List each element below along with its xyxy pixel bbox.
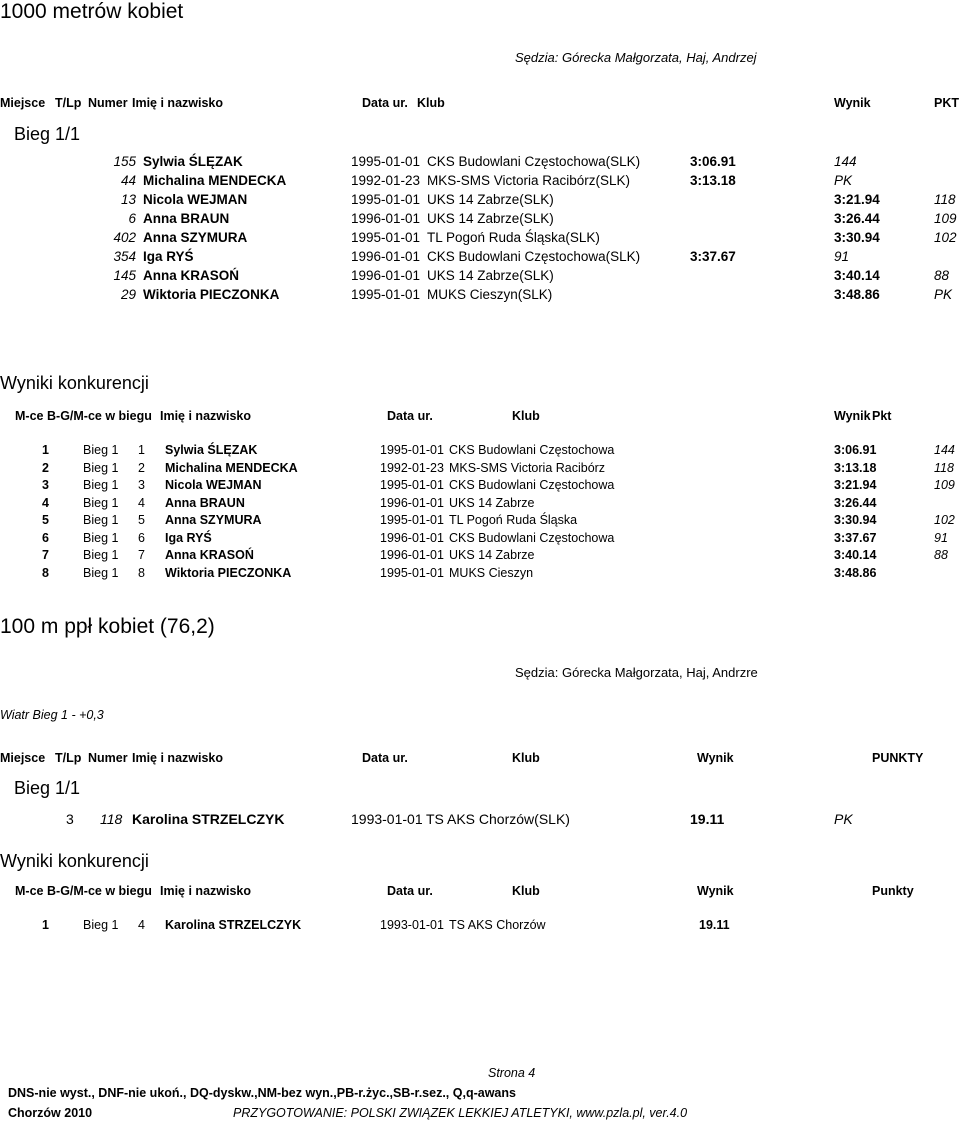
s2-header-club: Klub <box>512 751 540 765</box>
page-title: 1000 metrów kobiet <box>0 0 184 23</box>
wind-info: Wiatr Bieg 1 - +0,3 <box>0 708 104 722</box>
row-club: MUKS Cieszyn(SLK) <box>427 287 553 302</box>
comp-result: 19.11 <box>699 918 730 932</box>
comp-place: 1 <box>42 443 49 457</box>
section2-judge: Sędzia: Górecka Małgorzata, Haj, Andrzre <box>515 665 758 680</box>
row-name: Michalina MENDECKA <box>143 173 287 188</box>
s2-heat-title: Bieg 1/1 <box>14 778 81 798</box>
s2c-header-heat: B-G/M-ce w biegu <box>47 884 152 898</box>
row-result: 3:26.44 <box>834 211 880 226</box>
judge-line: Sędzia: Górecka Małgorzata, Haj, Andrzej <box>515 50 757 65</box>
row-dob: 1995-01-01 <box>351 192 421 207</box>
header-place: Miejsce <box>0 96 46 110</box>
comp-dob: 1995-01-01 <box>380 443 444 457</box>
comp-header-result: Wynik <box>834 409 871 423</box>
comp-pts: 102 <box>934 513 955 527</box>
row-club: UKS 14 Zabrze(SLK) <box>427 211 554 226</box>
row-dob: 1995-01-01 <box>351 287 421 302</box>
row-name: Anna BRAUN <box>143 211 230 226</box>
header-club: Klub <box>417 96 445 110</box>
comp-club: CKS Budowlani Częstochowa <box>449 443 615 457</box>
s2-header-dob: Data ur. <box>362 751 408 765</box>
comp-result: 3:37.67 <box>834 530 877 545</box>
comp-place: 1 <box>42 918 49 932</box>
header-result: Wynik <box>834 96 871 110</box>
row-name: Iga RYŚ <box>143 249 194 264</box>
comp-heat: Bieg 1 <box>83 460 119 475</box>
row-name: Sylwia ŚLĘZAK <box>143 154 243 169</box>
row-result: 3:21.94 <box>834 192 880 207</box>
comp-dob: 1995-01-01 <box>380 478 444 492</box>
s2-header-number: Numer <box>88 751 128 765</box>
comp-header-pts: Pkt <box>872 409 892 423</box>
comp-name: Anna SZYMURA <box>165 513 262 527</box>
comp-name: Sylwia ŚLĘZAK <box>165 443 258 457</box>
comp-dob: 1996-01-01 <box>380 530 444 545</box>
row-number: 29 <box>120 287 136 302</box>
comp-header-club: Klub <box>512 409 540 423</box>
header-name: Imię i nazwisko <box>132 96 224 110</box>
footer-legend: DNS-nie wyst., DNF-nie ukoń., DQ-dyskw.,NM-bez wyn.,PB-r.życ.,SB-r.sez., Q,q-awans <box>8 1086 516 1100</box>
row-pts: PK <box>834 811 853 827</box>
row-dob: 1996-01-01 <box>351 268 421 283</box>
row-club: UKS 14 Zabrze(SLK) <box>427 192 554 207</box>
competition-title: Wyniki konkurencji <box>0 373 149 393</box>
row-result: 3:06.91 <box>690 154 736 169</box>
comp-place: 2 <box>42 460 49 475</box>
comp-club: UKS 14 Zabrze <box>449 495 535 510</box>
row-dob: 1996-01-01 <box>351 211 421 226</box>
competition-row <box>0 548 960 565</box>
comp-club: CKS Budowlani Częstochowa <box>449 478 615 492</box>
comp-heat: Bieg 1 <box>83 495 119 510</box>
row-club: UKS 14 Zabrze(SLK) <box>427 268 554 283</box>
row-pts: 144 <box>834 154 857 169</box>
s2c-header-pts: Punkty <box>872 884 914 898</box>
footer-prepared: PRZYGOTOWANIE: POLSKI ZWIĄZEK LEKKIEJ ATLETYKI, www.pzla.pl, ver.4.0 <box>233 1106 688 1120</box>
competition-row <box>0 531 960 548</box>
table-row <box>0 230 960 248</box>
row-result: 3:37.67 <box>690 249 736 264</box>
comp-header-name: Imię i nazwisko <box>160 409 252 423</box>
table-row <box>0 192 960 210</box>
comp-place: 4 <box>42 495 49 510</box>
comp-dob: 1992-01-23 <box>380 460 444 475</box>
comp-dob: 1996-01-01 <box>380 548 444 562</box>
competition-row <box>0 461 960 478</box>
row-result: 19.11 <box>690 811 725 827</box>
s2-header-place: Miejsce <box>0 751 46 765</box>
row-number: 44 <box>120 173 136 188</box>
row-dob: 1995-01-01 <box>351 154 421 169</box>
comp-heat: Bieg 1 <box>83 513 119 527</box>
comp-heatplace: 4 <box>138 495 145 510</box>
s2c-header-result: Wynik <box>697 884 734 898</box>
comp-result: 3:26.44 <box>834 495 877 510</box>
row-pts: 91 <box>834 249 850 264</box>
comp-club: UKS 14 Zabrze <box>449 548 535 562</box>
table-row <box>0 811 960 829</box>
comp-place: 8 <box>42 565 49 580</box>
row-dob: 1993-01-01 <box>351 811 423 827</box>
row-club: CKS Budowlani Częstochowa(SLK) <box>427 249 641 264</box>
table-row <box>0 287 960 305</box>
comp-place: 6 <box>42 530 49 545</box>
row-number: 402 <box>113 230 136 245</box>
row-result: 3:40.14 <box>834 268 880 283</box>
comp-club: MUKS Cieszyn <box>449 565 534 580</box>
row-name: Karolina STRZELCZYK <box>132 811 285 827</box>
row-club: TS AKS Chorzów(SLK) <box>426 811 570 827</box>
row-number: 354 <box>113 249 136 264</box>
comp-dob: 1996-01-01 <box>380 495 444 510</box>
comp-name: Anna KRASOŃ <box>165 548 254 562</box>
row-pts: PK <box>834 173 853 188</box>
comp-name: Michalina MENDECKA <box>165 460 298 475</box>
page-number: Strona 4 <box>488 1066 536 1080</box>
competition-row <box>0 443 960 460</box>
table-row <box>0 173 960 191</box>
row-result: 3:48.86 <box>834 287 880 302</box>
table-row <box>0 154 960 172</box>
comp-heatplace: 7 <box>138 548 145 562</box>
row-club: CKS Budowlani Częstochowa(SLK) <box>427 154 641 169</box>
row-number: 155 <box>113 154 136 169</box>
s2-header-tlp: T/Lp <box>55 751 82 765</box>
s2c-header-dob: Data ur. <box>387 884 433 898</box>
s2c-header-name: Imię i nazwisko <box>160 884 252 898</box>
comp-heat: Bieg 1 <box>83 565 119 580</box>
s2-header-pts: PUNKTY <box>872 751 924 765</box>
row-pts: 88 <box>934 268 950 283</box>
comp-heatplace: 5 <box>138 513 145 527</box>
comp-name: Wiktoria PIECZONKA <box>165 565 292 580</box>
header-pts: PKT <box>934 96 959 110</box>
row-name: Nicola WEJMAN <box>143 192 248 207</box>
comp-header-heat: B-G/M-ce w biegu <box>47 409 152 423</box>
s2-header-result: Wynik <box>697 751 734 765</box>
comp-place: 5 <box>42 513 49 527</box>
row-name: Anna SZYMURA <box>143 230 248 245</box>
comp-name: Anna BRAUN <box>165 495 245 510</box>
comp-result: 3:48.86 <box>834 565 877 580</box>
row-result: 3:13.18 <box>690 173 736 188</box>
row-number: 6 <box>128 211 136 226</box>
competition-row <box>0 566 960 583</box>
comp-heatplace: 6 <box>138 530 145 545</box>
comp-heatplace: 8 <box>138 565 145 580</box>
comp-result: 3:30.94 <box>834 513 877 527</box>
comp-name: Iga RYŚ <box>165 530 212 545</box>
header-number: Numer <box>88 96 128 110</box>
comp-club: CKS Budowlani Częstochowa <box>449 530 615 545</box>
row-name: Wiktoria PIECZONKA <box>143 287 280 302</box>
comp-name: Nicola WEJMAN <box>165 478 262 492</box>
comp-club: TS AKS Chorzów <box>449 918 546 932</box>
header-tlp: T/Lp <box>55 96 82 110</box>
comp-heat: Bieg 1 <box>83 478 119 492</box>
comp-heatplace: 4 <box>138 918 145 932</box>
row-pts: 109 <box>934 211 957 226</box>
s2c-header-club: Klub <box>512 884 540 898</box>
comp-result: 3:21.94 <box>834 478 877 492</box>
comp-name: Karolina STRZELCZYK <box>165 918 302 932</box>
table-row <box>0 268 960 286</box>
row-dob: 1992-01-23 <box>351 173 421 188</box>
comp-pts: 91 <box>934 530 948 545</box>
s2c-header-place: M-ce <box>15 884 44 898</box>
s2-competition-title: Wyniki konkurencji <box>0 851 149 871</box>
comp-header-dob: Data ur. <box>387 409 433 423</box>
footer-place: Chorzów 2010 <box>8 1106 93 1120</box>
row-number: 118 <box>100 811 123 827</box>
comp-club: MKS-SMS Victoria Racibórz <box>449 460 606 475</box>
row-dob: 1996-01-01 <box>351 249 421 264</box>
comp-place: 3 <box>42 478 49 492</box>
comp-pts: 144 <box>934 443 955 457</box>
row-number: 13 <box>120 192 136 207</box>
comp-place: 7 <box>42 548 49 562</box>
comp-heatplace: 2 <box>138 460 145 475</box>
row-club: MKS-SMS Victoria Racibórz(SLK) <box>427 173 631 188</box>
comp-dob: 1995-01-01 <box>380 513 444 527</box>
section2-title: 100 m ppł kobiet (76,2) <box>0 615 215 638</box>
row-number: 145 <box>113 268 136 283</box>
comp-heat: Bieg 1 <box>83 443 119 457</box>
comp-dob: 1995-01-01 <box>380 565 444 580</box>
row-tlp: 3 <box>66 811 74 827</box>
row-pts: 102 <box>934 230 957 245</box>
s2-header-name: Imię i nazwisko <box>132 751 224 765</box>
table-row <box>0 249 960 267</box>
comp-heat: Bieg 1 <box>83 918 119 932</box>
comp-heatplace: 3 <box>138 478 145 492</box>
comp-header-place: M-ce <box>15 409 44 423</box>
row-pts: PK <box>934 287 953 302</box>
row-result: 3:30.94 <box>834 230 880 245</box>
row-dob: 1995-01-01 <box>351 230 421 245</box>
comp-club: TL Pogoń Ruda Śląska <box>449 513 578 527</box>
competition-row <box>0 918 960 935</box>
comp-pts: 109 <box>934 478 955 492</box>
row-pts: 118 <box>934 192 956 207</box>
row-club: TL Pogoń Ruda Śląska(SLK) <box>427 230 600 245</box>
comp-pts: 118 <box>934 460 954 475</box>
comp-result: 3:06.91 <box>834 443 877 457</box>
comp-heatplace: 1 <box>138 443 145 457</box>
competition-row <box>0 513 960 530</box>
competition-row <box>0 496 960 513</box>
comp-result: 3:13.18 <box>834 460 877 475</box>
comp-pts: 88 <box>934 548 948 562</box>
comp-dob: 1993-01-01 <box>380 918 444 932</box>
heat-title: Bieg 1/1 <box>14 124 81 144</box>
table-row <box>0 211 960 229</box>
row-name: Anna KRASOŃ <box>143 268 240 283</box>
comp-result: 3:40.14 <box>834 548 877 562</box>
competition-row <box>0 478 960 495</box>
comp-heat: Bieg 1 <box>83 530 119 545</box>
header-dob: Data ur. <box>362 96 408 110</box>
comp-heat: Bieg 1 <box>83 548 119 562</box>
